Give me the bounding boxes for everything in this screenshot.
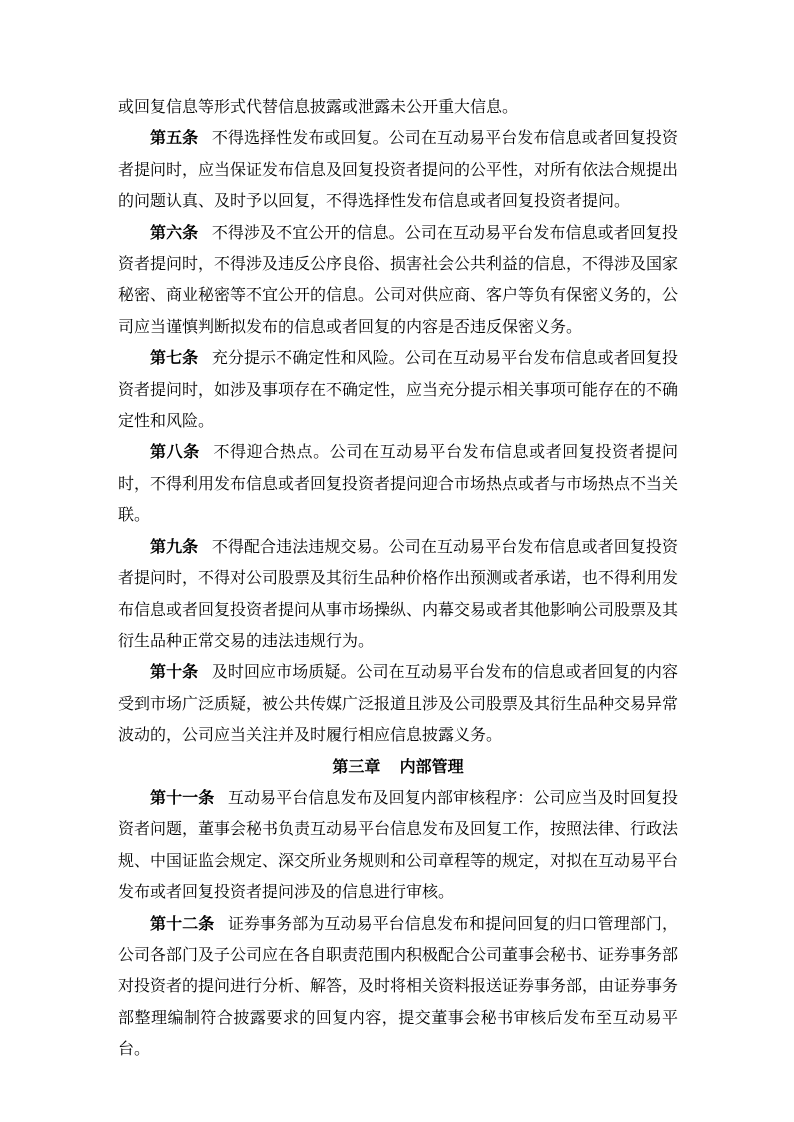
paragraph-text: 及时回应市场质疑。公司在互动易平台发布的信息或者回复的内容受到市场广泛质疑，被公共传媒广泛报道且涉及公司股票及其衍生品种交易异常波动的，公司应当关注并及时履行相应信息披露义务。 <box>118 664 679 745</box>
paragraph <box>118 123 678 217</box>
article-number: 第十一条 <box>150 789 215 807</box>
paragraph-text: 不得配合违法违规交易。公司在互动易平台发布信息或者回复投资者提问时，不得对公司股票及其衍生品种价格作出预测或者承诺，也不得利用发布信息或者回复投资者提问从事市场操纵、内幕交易或者其他影响公司股票及其衍生品种正常交易的违法违规行为。 <box>118 538 679 650</box>
paragraph-text: 不得迎合热点。公司在互动易平台发布信息或者回复投资者提问时，不得利用发布信息或者回复投资者提问迎合市场热点或者与市场热点不当关联。 <box>118 444 679 525</box>
paragraph <box>118 218 678 344</box>
paragraph <box>118 909 678 1066</box>
document-body <box>118 92 678 1066</box>
chapter-number: 第三章 <box>332 758 381 776</box>
paragraph-text: 互动易平台信息发布及回复内部审核程序：公司应当及时回复投资者问题，董事会秘书负责互动易平台信息发布及回复工作，按照法律、行政法规、中国证监会规定、深交所业务规则和公司章程等的规定，对拟在互动易平台发布或者回复投资者提问涉及的信息进行审核。 <box>118 789 679 902</box>
article-number: 第八条 <box>150 444 200 462</box>
paragraph-text: 不得选择性发布或回复。公司在互动易平台发布信息或者回复投资者提问时，应当保证发布信息及回复投资者提问的公平性，对所有依法合规提出的问题认真、及时予以回复，不得选择性发布信息或者回复投资者提问。 <box>118 130 679 211</box>
paragraph <box>118 437 678 531</box>
paragraph <box>118 783 678 909</box>
paragraph <box>118 92 678 123</box>
paragraph <box>118 657 678 751</box>
article-number: 第七条 <box>150 350 199 368</box>
paragraph-text: 或回复信息等形式代替信息披露或泄露未公开重大信息。 <box>118 99 519 116</box>
article-number: 第九条 <box>150 538 199 556</box>
paragraph <box>118 343 678 437</box>
article-number: 第六条 <box>150 224 199 242</box>
article-number: 第十二条 <box>150 915 215 933</box>
paragraph-text: 充分提示不确定性和风险。公司在互动易平台发布信息或者回复投资者提问时，如涉及事项存在不确定性，应当充分提示相关事项可能存在的不确定性和风险。 <box>118 350 679 431</box>
article-number: 第十条 <box>150 664 199 682</box>
paragraph-text: 不得涉及不宜公开的信息。公司在互动易平台发布信息或者回复投资者提问时，不得涉及违反公序良俗、损害社会公共利益的信息，不得涉及国家秘密、商业秘密等不宜公开的信息。公司对供应商、客户等负有保密义务的，公司应当谨慎判断拟发布的信息或者回复的内容是否违反保密义务。 <box>118 224 679 336</box>
chapter-heading <box>118 752 678 783</box>
paragraph-text: 证券事务部为互动易平台信息发布和提问回复的归口管理部门，公司各部门及子公司应在各自职责范围内积极配合公司董事会秘书、证券事务部对投资者的提问进行分析、解答，及时将相关资料报送证券事务部，由证券事务部整理编制符合披露要求的回复内容，提交董事会秘书审核后发布至互动易平台。 <box>118 915 679 1059</box>
paragraph <box>118 532 678 658</box>
article-number: 第五条 <box>150 130 199 148</box>
paragraph-text: 内部管理 <box>399 758 464 776</box>
